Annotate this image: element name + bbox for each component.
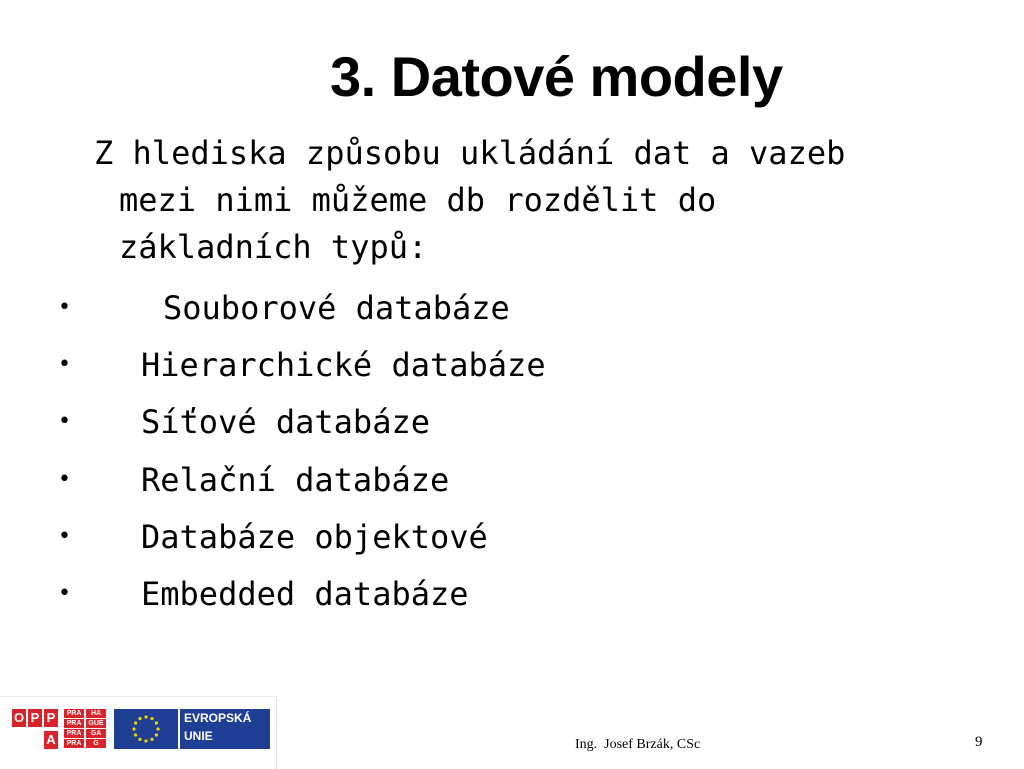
bullet-text: Databáze objektové bbox=[141, 518, 488, 556]
praha-cell: PRA bbox=[64, 709, 84, 718]
bullet-text: Hierarchické databáze bbox=[141, 346, 546, 384]
bullet-text: Embedded databáze bbox=[141, 575, 469, 613]
oppa-logo bbox=[12, 709, 60, 749]
intro-line-3: základních typů: bbox=[119, 228, 428, 266]
slide-title: 3. Datové modely bbox=[330, 45, 783, 108]
footer-logo-strip bbox=[0, 696, 277, 769]
bullet-text: Síťové databáze bbox=[141, 403, 430, 441]
praha-cell: GUE bbox=[86, 719, 106, 728]
intro-paragraph bbox=[94, 130, 994, 271]
eu-stars-icon bbox=[114, 709, 178, 749]
bullet-icon: • bbox=[58, 352, 71, 377]
eu-text-line-1: EVROPSKÁ bbox=[184, 711, 252, 725]
bullet-text: Souborové databáze bbox=[163, 289, 510, 327]
bullet-icon: • bbox=[58, 581, 71, 606]
footer-author: Ing. Josef Brzák, CSc bbox=[575, 737, 701, 752]
intro-line-1: Z hlediska způsobu ukládání dat a vazeb bbox=[94, 134, 846, 172]
oppa-letter: P bbox=[28, 709, 42, 727]
oppa-letter: A bbox=[44, 731, 58, 749]
praha-logo bbox=[64, 709, 108, 749]
praha-cell: GA bbox=[86, 729, 106, 738]
eu-logo-text bbox=[180, 709, 270, 749]
praha-cell: PRA bbox=[64, 729, 84, 738]
eu-flag-icon bbox=[114, 709, 178, 749]
praha-cell: PRA bbox=[64, 719, 84, 728]
eu-text-line-2: UNIE bbox=[184, 729, 213, 743]
praha-cell: G bbox=[86, 739, 106, 748]
bullet-icon: • bbox=[58, 467, 71, 492]
oppa-letter: O bbox=[13, 710, 25, 725]
bullet-icon: • bbox=[58, 524, 71, 549]
bullet-text: Relační databáze bbox=[141, 461, 450, 499]
praha-cell: PRA bbox=[64, 739, 84, 748]
bullet-icon: • bbox=[58, 409, 71, 434]
bullet-icon: • bbox=[58, 295, 71, 320]
praha-cell: HA bbox=[86, 709, 106, 718]
page-number: 9 bbox=[975, 734, 983, 750]
intro-line-2: mezi nimi můžeme db rozdělit do bbox=[119, 181, 717, 219]
oppa-letter: P bbox=[44, 709, 58, 727]
